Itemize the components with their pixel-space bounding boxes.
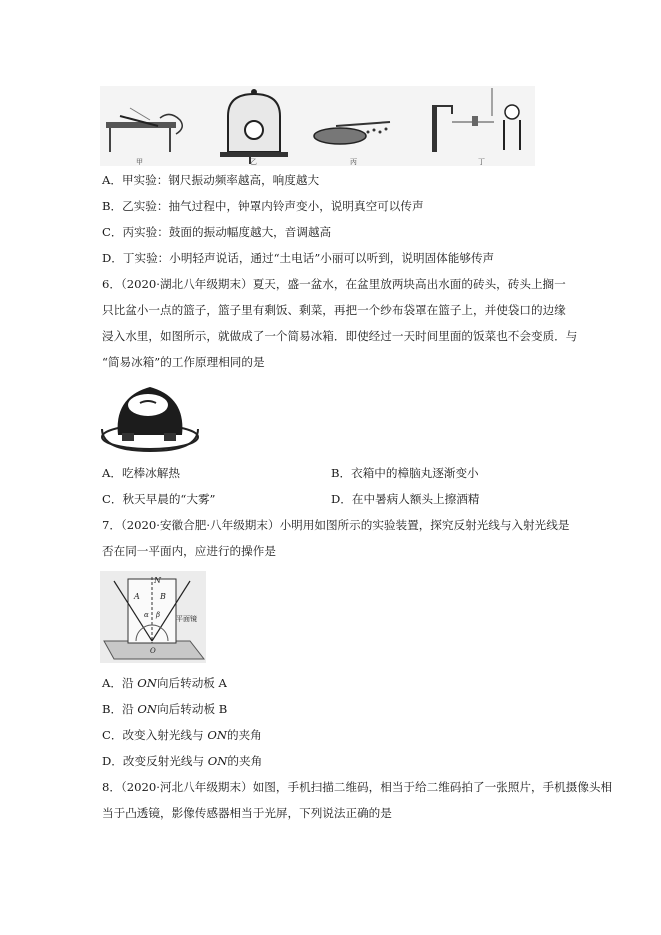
q6-stem-line1: 6．（2020·湖北八年级期末）夏天，盛一盆水，在盆里放两块高出水面的砖头，砖头上搁一 — [102, 277, 566, 291]
label-yi: 乙 — [250, 158, 257, 166]
q6-stem-line2: 只比盆小一点的篮子，篮子里有剩饭、剩菜，再把一个纱布袋罩在篮子上，并使袋口的边缘 — [102, 303, 566, 317]
label-bing: 丙 — [350, 158, 357, 166]
q6-option-b: B．衣箱中的樟脑丸逐渐变小 — [331, 466, 479, 480]
q6-option-a: A．吃棒冰解热 — [102, 466, 180, 480]
q7-option-c — [102, 728, 262, 743]
simple-fridge-figure — [100, 377, 200, 457]
q7-option-d-pre: D．改变反射光线与 — [102, 754, 205, 768]
q7-stem-line1: 7．（2020·安徽合肥·八年级期末）小明用如图所示的实验装置，探究反射光线与入射光线是 — [102, 518, 570, 532]
reflection-experiment-figure — [100, 571, 206, 663]
q7-option-a — [102, 676, 227, 691]
label-plane-mirror: 平面镜 — [176, 615, 197, 623]
label-beta: β — [156, 611, 161, 619]
label-n: N — [154, 576, 161, 585]
q8-stem-line1: 8．（2020·河北八年级期末）如图，手机扫描二维码，相当于给二维码拍了一张照片，手机摄像头相 — [102, 780, 613, 794]
q7-option-b — [102, 702, 227, 717]
q7-option-b-var: ON — [137, 702, 158, 716]
q7-option-c-var: ON — [207, 728, 227, 742]
label-ding: 丁 — [478, 158, 485, 166]
q6-stem-line3: 浸入水里，如图所示，就做成了一个简易冰箱．即使经过一天时间里面的饭菜也不会变质．与 — [102, 329, 578, 343]
q7-stem-line2: 否在同一平面内，应进行的操作是 — [102, 544, 276, 558]
experiments-figure — [100, 86, 535, 166]
label-b: B — [160, 592, 166, 601]
q6-option-d: D．在中暑病人额头上擦酒精 — [331, 492, 480, 506]
q7-option-c-pre: C．改变入射光线与 — [102, 728, 204, 742]
q7-option-a-var: ON — [137, 676, 157, 690]
label-jia: 甲 — [136, 158, 143, 166]
q6-option-c: C．秋天早晨的“大雾” — [102, 492, 216, 506]
q7-option-a-pre: A．沿 — [102, 676, 134, 690]
label-alpha: α — [144, 611, 149, 619]
q7-option-d — [102, 754, 262, 769]
q7-option-d-var: ON — [207, 754, 228, 768]
q5-option-c: C．丙实验：鼓面的振动幅度越大，音调越高 — [102, 225, 332, 239]
q8-stem-line2: 当于凸透镜，影像传感器相当于光屏，下列说法正确的是 — [102, 806, 392, 820]
label-a: A — [134, 592, 140, 601]
q6-stem-line4: “简易冰箱”的工作原理相同的是 — [102, 355, 265, 369]
q7-option-b-pre: B．沿 — [102, 702, 134, 716]
q7-option-b-post: 向后转动板 B — [157, 702, 228, 716]
q5-option-d: D．丁实验：小明轻声说话，通过“土电话”小丽可以听到，说明固体能够传声 — [102, 251, 495, 265]
q5-option-a: A．甲实验：钢尺振动频率越高，响度越大 — [102, 173, 320, 187]
label-o: O — [150, 647, 156, 655]
q7-option-d-post: 的夹角 — [227, 754, 263, 768]
q7-option-a-post: 向后转动板 A — [156, 676, 227, 690]
q5-option-b: B．乙实验：抽气过程中，钟罩内铃声变小，说明真空可以传声 — [102, 199, 424, 213]
q7-option-c-post: 的夹角 — [226, 728, 262, 742]
